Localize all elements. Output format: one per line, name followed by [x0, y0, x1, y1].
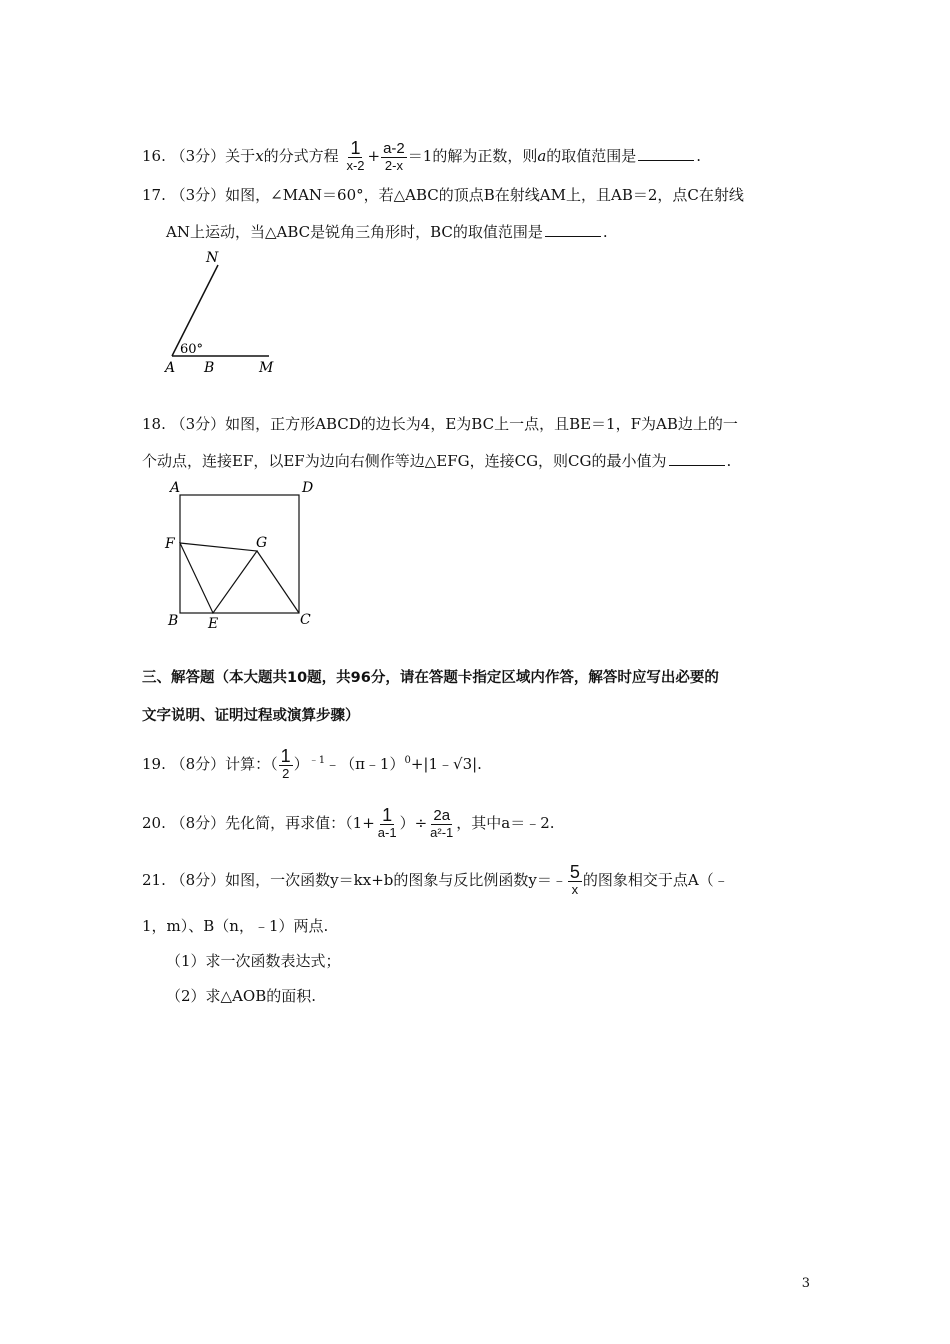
label-c: C: [300, 612, 311, 628]
q20-mid: ）÷: [399, 814, 428, 832]
segment-cg: [257, 551, 299, 613]
q16-frac2-den: 2-x: [384, 158, 403, 173]
q17-answer-blank[interactable]: [545, 222, 601, 237]
q20-frac1-num: 1: [382, 805, 393, 825]
label-b: B: [204, 360, 215, 376]
q19-frac-den: 2: [282, 766, 290, 781]
section-3-heading-line1: 三、解答题（本大题共10题，共96分，请在答题卡指定区域内作答，解答时应写出必要的: [142, 670, 719, 686]
label-n: N: [206, 250, 219, 266]
q16-text2: ＝1的解为正数，则: [407, 147, 538, 165]
label-e: E: [208, 616, 219, 632]
q20-frac1-den: a-1: [377, 825, 397, 840]
question-16: [142, 140, 701, 174]
q18-end: .: [726, 452, 732, 470]
q20-fraction-1: [376, 807, 399, 841]
q21-frac-num: 5: [569, 862, 580, 882]
label-b: B: [168, 613, 179, 629]
q21-prefix: 21. （8分）如图，一次函数y＝kx+b的图象与反比例函数y＝﹣: [142, 871, 567, 889]
q16-text1: 的分式方程: [263, 147, 339, 165]
question-17-line2: [166, 221, 608, 243]
question-21-sub2: （2）求△AOB的面积.: [166, 987, 317, 1005]
section-3-heading-line2: 文字说明、证明过程或演算步骤）: [142, 708, 360, 724]
q19-prefix: 19. （8分）计算：（: [142, 755, 278, 773]
q16-frac1-num: 1: [350, 138, 361, 158]
square-abcd: [180, 495, 299, 613]
page-number: 3: [801, 1276, 810, 1291]
q21-frac-den: x: [571, 882, 579, 897]
q20-frac2-den: a²-1: [430, 825, 454, 840]
q16-plus: +: [367, 147, 381, 165]
q16-var-x: x: [255, 147, 264, 165]
q19-frac-num: 1: [280, 746, 291, 766]
q19-rest1: ）: [293, 755, 309, 773]
q20-prefix: 20. （8分）先化简，再求值：（1+: [142, 814, 375, 832]
question-18-line1: 18. （3分）如图，正方形ABCD的边长为4，E为BC上一点，且BE＝1，F为AB边上的一: [142, 415, 738, 433]
label-m: M: [259, 360, 274, 376]
q19-rest2: ﹣（π﹣1）: [325, 755, 405, 773]
q16-frac1-den: x-2: [346, 158, 365, 173]
q16-frac2-num: a-2: [383, 140, 405, 157]
q16-fraction-1: [344, 140, 366, 174]
question-20: [142, 807, 555, 841]
q17-end: .: [602, 223, 608, 241]
question-21-line1: [142, 864, 729, 898]
q19-rest3: +|1﹣√3|.: [410, 755, 482, 773]
label-f: F: [165, 536, 175, 552]
q16-var-a: a: [537, 147, 547, 165]
question-18-line2: [142, 450, 731, 472]
q17-figure: [160, 248, 290, 380]
question-21-line2: 1，m）、B（n，﹣1）两点.: [142, 917, 329, 935]
q16-end: .: [696, 147, 702, 165]
q18-line2-text: 个动点，连接EF，以EF为边向右侧作等边△EFG，连接CG，则CG的最小值为: [142, 452, 667, 470]
q17-line2-text: AN上运动，当△ABC是锐角三角形时，BC的取值范围是: [166, 223, 543, 241]
q20-suffix: ，其中a＝﹣2.: [456, 814, 555, 832]
angle-label: 60°: [180, 342, 204, 357]
q16-score: （3分）关于: [170, 147, 256, 165]
q19-fraction: [279, 748, 293, 782]
q18-figure: [160, 476, 330, 636]
question-17-line1: 17. （3分）如图，∠MAN＝60°，若△ABC的顶点B在射线AM上，且AB＝2，点C在射线: [142, 186, 744, 204]
label-d: D: [302, 480, 314, 496]
q21-fraction: [568, 864, 582, 898]
q18-answer-blank[interactable]: [669, 451, 725, 466]
q20-frac2-num: 2a: [433, 807, 451, 824]
question-21-sub1: （1）求一次函数表达式；: [166, 952, 341, 970]
q16-answer-blank[interactable]: [638, 146, 694, 161]
triangle-efg: [180, 543, 257, 613]
q19-sup1: ﹣1: [308, 755, 326, 766]
q19-sup2: 0: [404, 755, 411, 766]
q16-text3: 的取值范围是: [546, 147, 637, 165]
label-a: A: [170, 480, 181, 496]
q16-fraction-2: [381, 140, 407, 174]
q16-number: 16.: [142, 147, 166, 165]
question-19: [142, 748, 482, 782]
label-a: A: [165, 360, 176, 376]
q20-fraction-2: [428, 807, 455, 841]
q21-suffix: 的图象相交于点A（﹣: [582, 871, 729, 889]
label-g: G: [256, 535, 268, 551]
